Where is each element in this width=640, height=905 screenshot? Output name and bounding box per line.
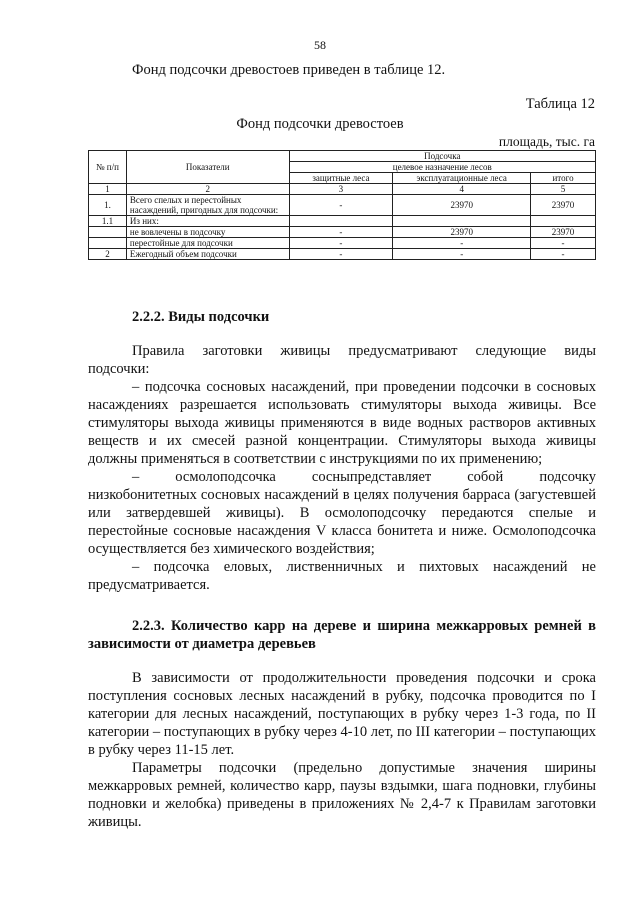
table-row xyxy=(89,216,596,227)
row-num: 1. xyxy=(89,195,127,216)
row-num xyxy=(89,238,127,249)
row-exploitation: - xyxy=(393,249,531,260)
table-row xyxy=(89,238,596,249)
table-row xyxy=(89,227,596,238)
col-number: 3 xyxy=(289,184,393,195)
row-name: Всего спелых и перестойных насаждений, пригодных для подсочки: xyxy=(126,195,289,216)
row-name: Из них: xyxy=(126,216,289,227)
section-2-2-3 xyxy=(88,617,596,831)
list-item: – подсочка сосновых насаждений, при проведении подсочки в сосновых насаждениях разрешается использовать стимуляторы выхода живицы. Все стимуляторы выхода живицы применяются в виде водных растворов активных веществ и их смесей разной концентрации. Стимуляторы выхода живицы должны применяться в соответствии с инструкциями по их применению; xyxy=(88,379,596,467)
header-col-exploitation: эксплуатационные леса xyxy=(393,173,531,184)
list-item: – подсочка еловых, лиственничных и пихтовых насаждений не предусматривается. xyxy=(88,559,596,593)
row-total: - xyxy=(531,238,596,249)
page-number: 58 xyxy=(314,38,326,52)
list-item-line: – осмолоподсочка сосныпредставляет собой подсочку xyxy=(132,469,596,485)
list-item-continuation: низкобонитетных сосновых насаждений в целях получения барраса (загустевшей или затвердевшей живицы). В осмолоподсочку передаются спелые и перестойные сосновые насаждения V класса бонитета и ниже. Осмолоподсочка осуществляется без химического воздействия; xyxy=(88,487,596,557)
row-total xyxy=(531,216,596,227)
row-exploitation xyxy=(393,216,531,227)
forest-fund-table xyxy=(88,150,596,260)
row-num: 1.1 xyxy=(89,216,127,227)
row-protective: - xyxy=(289,227,393,238)
paragraph: Параметры подсочки (предельно допустимые значения ширины межкарровых ремней, количество карр, паузы вздымки, шага подновки, глубины подновки и желобка) приведены в приложениях № 2,4-7 к Правилам заготовки живицы. xyxy=(88,760,596,830)
row-exploitation: 23970 xyxy=(393,227,531,238)
row-protective xyxy=(289,216,393,227)
col-number: 1 xyxy=(89,184,127,195)
table-header-row xyxy=(89,151,596,162)
header-col-protective: защитные леса xyxy=(289,173,393,184)
section-2-2-2 xyxy=(88,308,596,594)
section-heading: 2.2.2. Виды подсочки xyxy=(132,309,270,325)
col-number: 5 xyxy=(531,184,596,195)
header-col-total: итого xyxy=(531,173,596,184)
table-row xyxy=(89,249,596,260)
col-number: 2 xyxy=(126,184,289,195)
header-group: Подсочка xyxy=(289,151,595,162)
table-units: площадь, тыс. га xyxy=(498,134,595,149)
col-number: 4 xyxy=(393,184,531,195)
row-protective: - xyxy=(289,195,393,216)
paragraph-line: Правила заготовки живицы предусматривают следующие виды xyxy=(132,343,596,359)
row-exploitation: - xyxy=(393,238,531,249)
table-label: Таблица 12 xyxy=(525,96,595,112)
row-total: 23970 xyxy=(531,227,596,238)
paragraph: В зависимости от продолжительности проведения подсочки и срока поступления сосновых лесных насаждений в рубку, подсочка проводится по I категории для лесных насаждений, поступающих в рубку через 1-3 года, по II категории – поступающих в рубку через 4-10 лет, по III категории – поступающих в рубку через 11-15 лет. xyxy=(88,670,596,758)
row-protective: - xyxy=(289,238,393,249)
row-exploitation: 23970 xyxy=(393,195,531,216)
table-row xyxy=(89,195,596,216)
intro-sentence: Фонд подсочки древостоев приведен в таблице 12. xyxy=(132,62,446,78)
row-name: перестойные для подсочки xyxy=(126,238,289,249)
paragraph-line: подсочки: xyxy=(88,361,150,377)
header-num: № п/п xyxy=(89,151,127,184)
row-total: - xyxy=(531,249,596,260)
row-name: не вовлечены в подсочку xyxy=(126,227,289,238)
header-indicators: Показатели xyxy=(126,151,289,184)
header-subgroup: целевое назначение лесов xyxy=(289,162,595,173)
row-num xyxy=(89,227,127,238)
table-title: Фонд подсочки древостоев xyxy=(236,116,404,132)
row-protective: - xyxy=(289,249,393,260)
row-num: 2 xyxy=(89,249,127,260)
row-name: Ежегодный объем подсочки xyxy=(126,249,289,260)
section-heading: 2.2.3. Количество карр на дереве и ширина межкарровых ремней в зависимости от диаметра деревьев xyxy=(88,618,596,652)
column-number-row xyxy=(89,184,596,195)
row-total: 23970 xyxy=(531,195,596,216)
